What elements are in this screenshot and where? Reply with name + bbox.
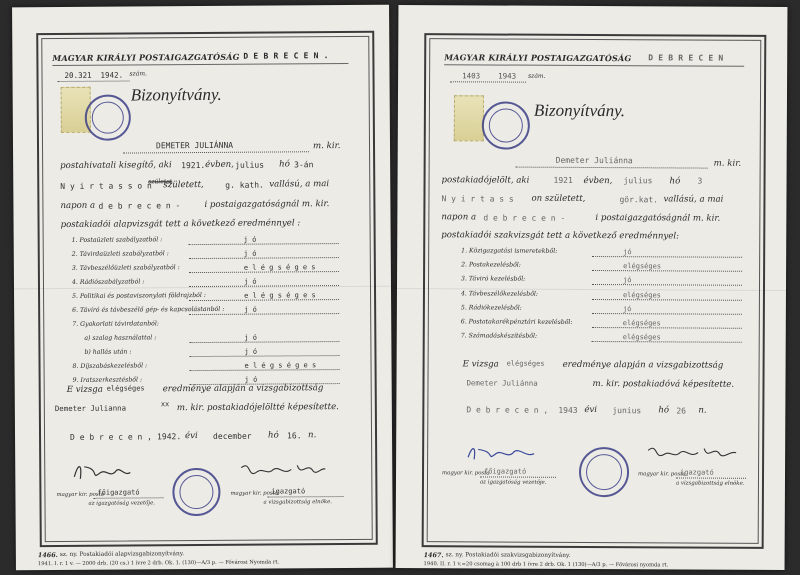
grade-label: 4. Távbeszélőkezelésből: bbox=[460, 289, 539, 298]
official-seal bbox=[85, 94, 131, 140]
result-grade: elégséges bbox=[106, 384, 145, 393]
official-seal-bottom bbox=[172, 468, 220, 516]
grade-label: 5. Rádiókezelésből: bbox=[460, 304, 522, 312]
official-seal bbox=[482, 101, 530, 149]
signature-director bbox=[464, 441, 546, 463]
ref-year: 1942. bbox=[100, 70, 124, 80]
grade-value: jó bbox=[623, 248, 632, 257]
grade-value: j ó bbox=[244, 347, 258, 356]
grade-value: j ó bbox=[244, 333, 258, 342]
document-title: Bizonyítvány. bbox=[533, 100, 626, 121]
birth-place: N y i r t a s s o n bbox=[60, 181, 152, 191]
signature-director bbox=[70, 458, 140, 484]
header-office: MAGYAR KIRÁLYI POSTAIGAZGATÓSÁG bbox=[52, 51, 240, 64]
grade-label: 2. Postakezelésből: bbox=[461, 261, 521, 269]
grade-value: j ó bbox=[243, 235, 257, 244]
grade-value: jó bbox=[623, 276, 632, 285]
grade-label: b) hallás után : bbox=[84, 348, 132, 356]
grade-label: 6. Postatakarékpénztári kezelésből: bbox=[460, 318, 573, 326]
grade-value: jó bbox=[622, 304, 632, 314]
grade-value: j ó bbox=[244, 305, 257, 314]
result-grade: elégséges bbox=[506, 359, 545, 368]
grade-value: j ó bbox=[244, 375, 258, 384]
grade-label: 9. Iratszerkesztésből : bbox=[72, 376, 143, 384]
header-office: MAGYAR KIRÁLYI POSTAIGAZGATÓSÁG bbox=[444, 52, 632, 64]
revenue-stamp bbox=[454, 95, 484, 141]
grade-label: 1. Közigazgatási ismeretekből: bbox=[461, 247, 558, 255]
grade-value: e l é g s é g e s bbox=[244, 361, 317, 370]
right-certificate: MAGYAR KIRÁLYI POSTAIGAZGATÓSÁG D E B R E C E N 1403 1943 szám. Bizonyítvány. Demeter Juliánna m. kir. postakiadójelölt, aki 1921 évben, julius hó 3 N y i r t a s s on született, gör.kat. vallású, a mai napon a d e b r e c e n - i postaigazgatóságnál m. kir. postakiadói szakvizsgát tett a következő eredménnyel: 1. Közigazgatási ismeretekből: jó 2. Postakezelésből: elégséges 3. Táviró kezelésből: jó 4. Távbeszélőkezelésből: elégséges 5. Rádiókezelésből: jó 6. Postatakarékpénztári kezelésből: elégséges 7. Számadáskészítésből: elégséges E vizsga elégséges eredménye alapján a vizsgabizottság Demeter Juliánna m. kir. postakiadóvá képesítette. D e b r e c e n , 1943 évi junius hó 26 n. magyar kir. posta főigazgató az igazgatóság vezetője. magyar kir. posta igazgató a vizsgabizottság elnöke. 1467. sz. ny. Postakiadói szakvizsgabizonyítvány. 1940. II. r. 1 v.=20 csomag à 100 drb 1 ívre 2 drb. Ok. 1 (130)—A/3 p. — Fővárosi nyomda rt. bbox=[396, 5, 788, 570]
grade-value: j ó bbox=[243, 249, 257, 258]
grade-value: j ó bbox=[243, 277, 257, 286]
grade-label: 5. Politikai és postaviszonylati földrajzból : bbox=[72, 291, 206, 300]
grade-label: a) szalag használattal : bbox=[84, 334, 157, 342]
candidate-name: Demeter Juliánna bbox=[555, 155, 633, 166]
grade-value: e l é g s é g e s bbox=[243, 263, 316, 272]
grade-label: 4. Rádiószabályzatból : bbox=[71, 278, 145, 286]
document-title: Bizonyítvány. bbox=[130, 84, 222, 105]
signature-chairman bbox=[644, 440, 740, 465]
left-certificate: MAGYAR KIRÁLYI POSTAIGAZGATÓSÁG D E B R E C E N . 20.321 1942. szám. Bizonyítvány. DEMETER JULIÁNNA m. kir. postahivatali kisegítő, aki 1921. évben, julius hó 3-án N y i r t a s s o n születet született, g. kath. vallású, a mai napon a d e b r e c e n - i postaigazgatóságnál m. kir. postakiadói alapvizsgát tett a következő eredménnyel : 1. Postaüzleti szabályzatból : j ó 2. Távirdaüzleti szabályzatból : j ó 3. Távbeszélőüzleti szabályzatból : e l é g s é g e s 4. Rádiószabályzatból : j ó 5. Politikai és postaviszonylati földrajzból : e l é g s é g e s 6. Távíró és távbeszélő gép- és kapcsolástanból : j ó 7. Gyakorlati távirdatanból: a) szalag használattal : j ó b) hallás után : j ó 8. Díjszabáskezelésből : e l é g s é g e s 9. Iratszerkesztésből : j ó E vizsga elégséges eredménye alapján a vizsgabizottság Demeter Julianna xx m. kir. postakiadójelöltté képesítette. D e b r e c e n , 1942. évi december hó 16. n. magyar kir. posta főigazgató az igazgatóság vezetője. magyar kir. posta igazgató a vizsgabizottság elnöke. 1466. sz. ny. Postakiadói alapvizsgabizonyítvány. 1941. I. r. 1 v. — 2000 drb. (20 cs.) 1 ívre 2 drb. Ok. 1. (130)—A/3 p. — Fővárosi Nyomda rt. bbox=[12, 5, 393, 571]
grade-label: 8. Díjszabáskezelésből : bbox=[72, 362, 148, 370]
grade-value: e l é g s é g e s bbox=[244, 291, 316, 300]
ref-year: 1943 bbox=[498, 71, 517, 81]
grade-label: 6. Távíró és távbeszélő gép- és kapcsolástanból : bbox=[72, 305, 225, 314]
grade-label: 3. Táviró kezelésből: bbox=[461, 275, 526, 284]
ref-number: 20.321 bbox=[64, 70, 92, 80]
grade-label: 7. Gyakorlati távirdatanból: bbox=[72, 320, 159, 328]
birth-place: N y i r t a s s bbox=[441, 194, 514, 204]
grade-label: 7. Számadáskészítésből: bbox=[460, 332, 538, 340]
header-city: D E B R E C E N bbox=[648, 53, 724, 63]
grade-value: elégséges bbox=[622, 319, 661, 328]
header-city: D E B R E C E N . bbox=[243, 51, 329, 61]
official-seal-bottom bbox=[579, 447, 629, 497]
grade-value: elégséges bbox=[622, 290, 661, 299]
grade-value: elégséges bbox=[623, 262, 662, 271]
signature-chairman bbox=[237, 457, 327, 484]
grade-value: elégséges bbox=[622, 333, 661, 342]
candidate-name: DEMETER JULIÁNNA bbox=[155, 140, 234, 151]
grade-label: 2. Távirdaüzleti szabályzatból : bbox=[71, 250, 169, 258]
grade-label: 1. Postaüzleti szabályzatból : bbox=[71, 236, 163, 244]
ref-number: 1403 bbox=[462, 71, 481, 81]
grade-label: 3. Távbeszélőüzleti szabályzatból : bbox=[71, 264, 180, 272]
